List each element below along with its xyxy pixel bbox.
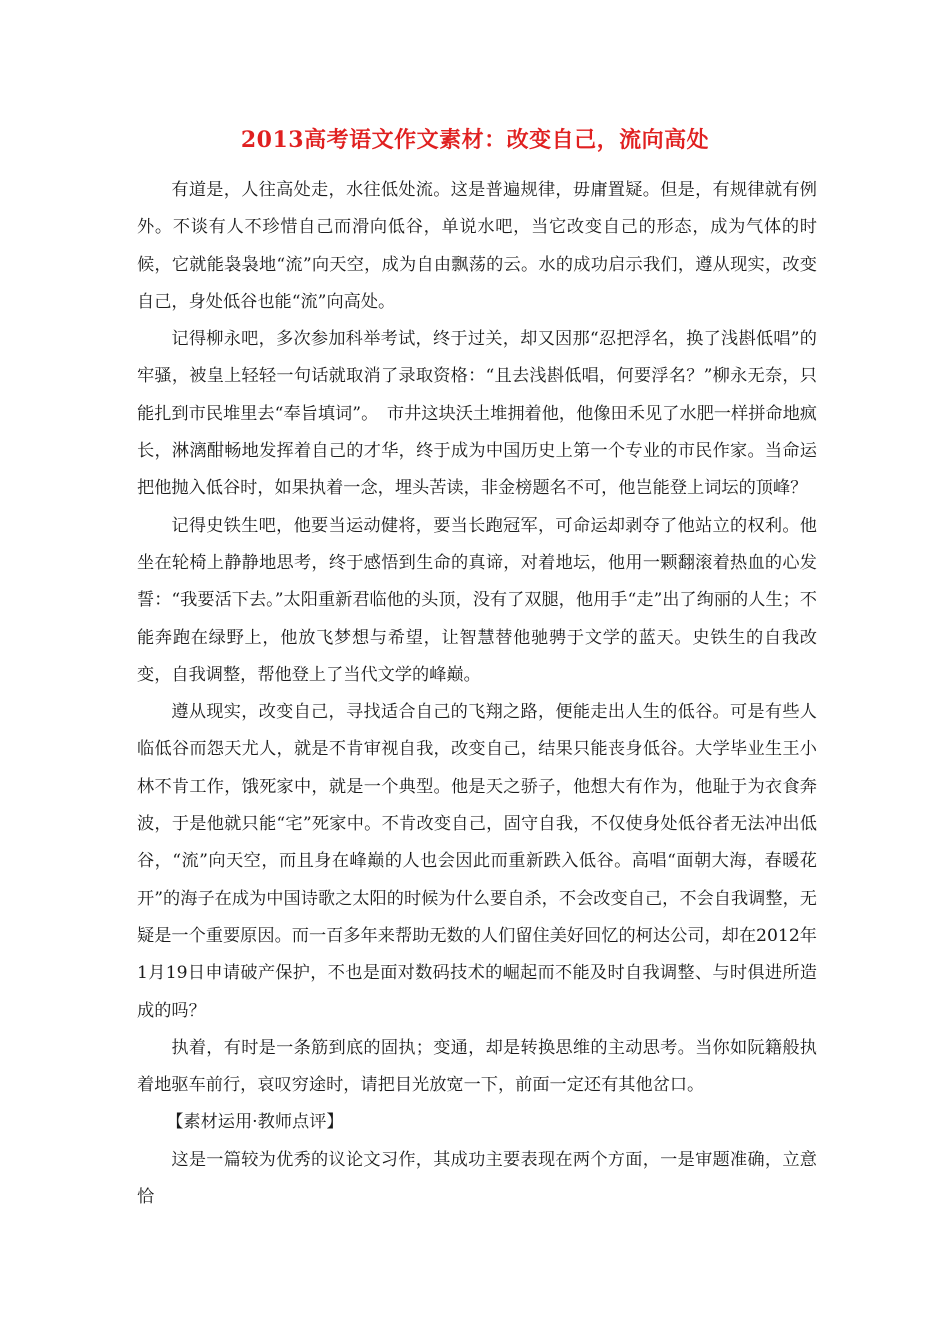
document-body [137,172,817,1216]
paragraph-conclusion: 执着，有时是一条筋到底的固执；变通，却是转换思维的主动思考。当你如阮籍般执着地驱车前行，哀叹穷途时，请把目光放宽一下，前面一定还有其他岔口。 [137,1037,817,1096]
teacher-comment: 这是一篇较为优秀的议论文习作，其成功主要表现在两个方面，一是审题准确，立意恰 [137,1149,817,1208]
document-title: 2013高考语文作文素材：改变自己，流向高处 [240,127,710,153]
paragraph-adapt: 遵从现实，改变自己，寻找适合自己的飞翔之路，便能走出人生的低谷。可是有些人临低谷而怨天尤人，就是不肯审视自我，改变自己，结果只能丧身低谷。大学毕业生王小林不肯工作，饿死家中，就是一个典型。他是天之骄子，他想大有作为，他耻于为衣食奔波，于是他就只能“宅”死家中。不肯改变自己，固守自我，不仅使身处低谷者无法冲出低谷，“流”向天空，而且身在峰巅的人也会因此而重新跌入低谷。高唱“面朝大海，春暖花开”的海子在成为中国诗歌之太阳的时候为什么要自杀，不会改变自己，不会自我调整，无疑是一个重要原因。而一百多年来帮助无数的人们留住美好回忆的柯达公司，却在2012年1月19日申请破产保护，不也是面对数码技术的崛起而不能及时自我调整、与时俱进所造成的吗？ [137,702,817,1021]
paragraph-liu-yong: 记得柳永吧，多次参加科举考试，终于过关，却又因那“忍把浮名，换了浅斟低唱”的牢骚，被皇上轻轻一句话就取消了录取资格：“且去浅斟低唱，何要浮名？”柳永无奈，只能扎到市民堆里去“奉旨填词”。 市井这块沃土堆拥着他，他像田禾见了水肥一样拼命地疯长，淋漓酣畅地发挥着自己的才华，终于成为中国历史上第一个专业的市民作家。当命运把他抛入低谷时，如果执着一念，埋头苦读，非金榜题名不可，他岂能登上词坛的顶峰？ [137,329,817,499]
paragraph-shi-tiesheng: 记得史铁生吧，他要当运动健将，要当长跑冠军，可命运却剥夺了他站立的权利。他坐在轮椅上静静地思考，终于感悟到生命的真谛，对着地坛，他用一颗翻滚着热血的心发誓：“我要活下去。”太阳重新君临他的头顶，没有了双腿，他用手“走”出了绚丽的人生；不能奔跑在绿野上，他放飞梦想与希望，让智慧替他驰骋于文学的蓝天。史铁生的自我改变，自我调整，帮他登上了当代文学的峰巅。 [137,515,817,685]
section-heading: 【素材运用·教师点评】 [166,1112,344,1133]
paragraph-water: 有道是，人往高处走，水往低处流。这是普遍规律，毋庸置疑。但是，有规律就有例外。不谈有人不珍惜自己而滑向低谷，单说水吧，当它改变自己的形态，成为气体的时候，它就能袅袅地“流”向天空，成为自由飘荡的云。水的成功启示我们，遵从现实，改变自己，身处低谷也能“流”向高处。 [137,180,817,312]
